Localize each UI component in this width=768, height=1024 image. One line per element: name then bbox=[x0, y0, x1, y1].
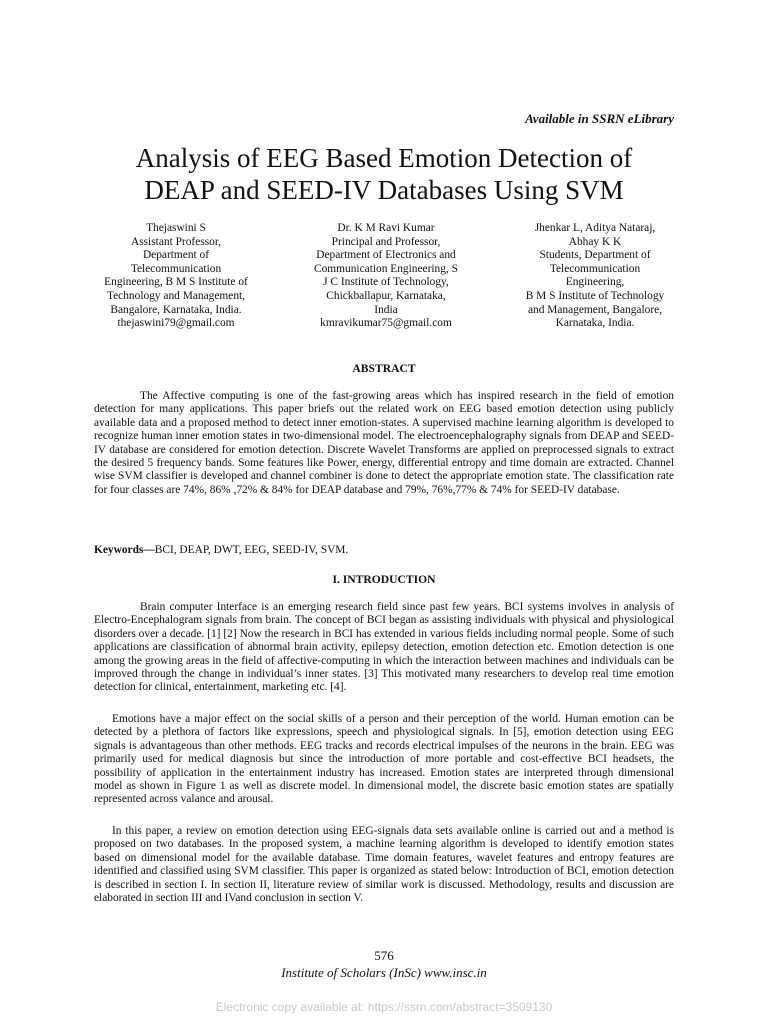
author-3-line: Abhay K K bbox=[568, 235, 622, 248]
abstract-text: The Affective computing is one of the fast-growing areas which has inspired research in the field of emotion detection for many applications. This paper briefs out the related work on EEG based emotion detection using publicly available data and a proposed method to detect inner emotion-states. A supervised machine learning algorithm is developed to recognize human inner emotion states in two-dimensional model. The electroencephalography signals from DEAP and SEED-IV database are considered for emotion detection. Discrete Wavelet Transforms are applied on preprocessed signals to extract the desired 5 frequency bands. Some features like Power, energy, differential entropy and time domain are extracted. Channel wise SVM classifier is developed and channel combiner is done to detect the appropriate emotion state. The classification rate for four classes are 74%, 86% ,72% & 84% for DEAP database and 79%, 76%,77% & 74% for SEED-IV database. bbox=[94, 390, 674, 496]
author-2-email: kmravikumar75@gmail.com bbox=[320, 317, 452, 330]
author-3-line: Engineering, bbox=[565, 276, 625, 289]
electronic-copy-note: Electronic copy available at: https://ssrn.com/abstract=3509130 bbox=[215, 1000, 553, 1014]
author-1 bbox=[90, 222, 262, 331]
author-1-email: thejaswini79@gmail.com bbox=[117, 317, 235, 330]
author-3-line: Students, Department of bbox=[539, 249, 651, 262]
author-2 bbox=[295, 222, 477, 331]
header-note: Available in SSRN eLibrary bbox=[525, 111, 674, 126]
author-2-line: Dr. K M Ravi Kumar bbox=[337, 222, 435, 234]
intro-paragraph-1: Brain computer Interface is an emerging research field since past few years. BCI systems involves in analysis of Electro-Encephalogram signals from brain. The concept of BCI began as assisting individuals with physical and physiological disorders over a decade. [1] [2] Now the research in BCI has extended in various fields including normal people. Some of such applications are classification of abnormal brain activity, epilepsy detection, emotion detection etc. Emotion detection is one among the growing areas in the field of affective-computing in which the interaction between machines and individuals can be improved through the change in individual’s inner states. [3] This motivated many researchers to develop real time emotion detection for clinical, entertainment, marketing etc. [4]. bbox=[94, 601, 674, 694]
title-line-2: DEAP and SEED-IV Databases Using SVM bbox=[144, 175, 624, 205]
intro-paragraph-2: Emotions have a major effect on the social skills of a person and their perception of the world. Human emotion can be detected by a plethora of factors like expressions, speech and physiological signals. In [5], emotion detection using EEG signals is advantageous than other methods. EEG tracks and records electrical impulses of the neurons in the brain. EEG was primarily used for medical diagnosis but since the introduction of more portable and cost-effective BCI headsets, the possibility of application in the entertainment industry has increased. Emotion states are interpreted through dimensional model as shown in Figure 1 as well as discrete model. In dimensional model, the discrete basic emotion states are spatially represented across valance and arousal. bbox=[94, 713, 674, 806]
author-3-line: Karnataka, India. bbox=[555, 317, 635, 330]
author-block bbox=[90, 222, 680, 331]
keywords-label: Keywords— bbox=[94, 544, 155, 556]
author-2-line: J C Institute of Technology, bbox=[323, 276, 449, 289]
author-2-line: Chickballapur, Karnataka, bbox=[326, 289, 446, 302]
author-1-line: Thejaswini S bbox=[146, 222, 206, 234]
author-1-line: Department of bbox=[142, 249, 210, 262]
author-3-line: Jhenkar L, Aditya Nataraj, bbox=[534, 222, 656, 234]
author-1-line: Assistant Professor, bbox=[130, 235, 222, 248]
author-1-line: Bangalore, Karnataka, India. bbox=[110, 303, 242, 316]
author-3-line: B M S Institute of Technology bbox=[525, 289, 665, 302]
author-1-line: Engineering, B M S Institute of bbox=[104, 276, 248, 289]
paper-title bbox=[60, 142, 708, 206]
section-heading-introduction: I. INTRODUCTION bbox=[332, 573, 436, 586]
author-2-line: India bbox=[374, 303, 398, 316]
intro-paragraph-3: In this paper, a review on emotion detection using EEG-signals data sets available online is carried out and a method is proposed on two databases. In the proposed system, a machine learning algorithm is developed to identify emotion states based on dimensional model for the available database. Time domain features, wavelet features and entropy features are identified and classified using SVM classifier. This paper is organized as stated below: Introduction of BCI, emotion detection is described in section I. In section II, literature review of similar work is discussed. Methodology, results and discussion are elaborated in section III and IVand conclusion in section V. bbox=[94, 825, 674, 905]
abstract-heading: ABSTRACT bbox=[352, 362, 416, 375]
author-2-line: Communication Engineering, S bbox=[314, 262, 458, 275]
keywords-text: BCI, DEAP, DWT, EEG, SEED-IV, SVM. bbox=[154, 544, 349, 556]
keywords bbox=[94, 544, 674, 557]
page-number: 576 bbox=[374, 948, 394, 963]
author-2-line: Principal and Professor, bbox=[331, 235, 441, 248]
footer-institute: Institute of Scholars (InSc) www.insc.in bbox=[281, 965, 487, 980]
author-2-line: Department of Electronics and bbox=[316, 249, 456, 262]
title-line-1: Analysis of EEG Based Emotion Detection of bbox=[135, 143, 633, 173]
author-1-line: Telecommunication bbox=[130, 262, 222, 275]
author-3 bbox=[510, 222, 680, 331]
author-3-line: and Management, Bangalore, bbox=[527, 303, 663, 316]
author-3-line: Telecommunication bbox=[549, 262, 641, 275]
author-1-line: Technology and Management, bbox=[106, 289, 246, 302]
